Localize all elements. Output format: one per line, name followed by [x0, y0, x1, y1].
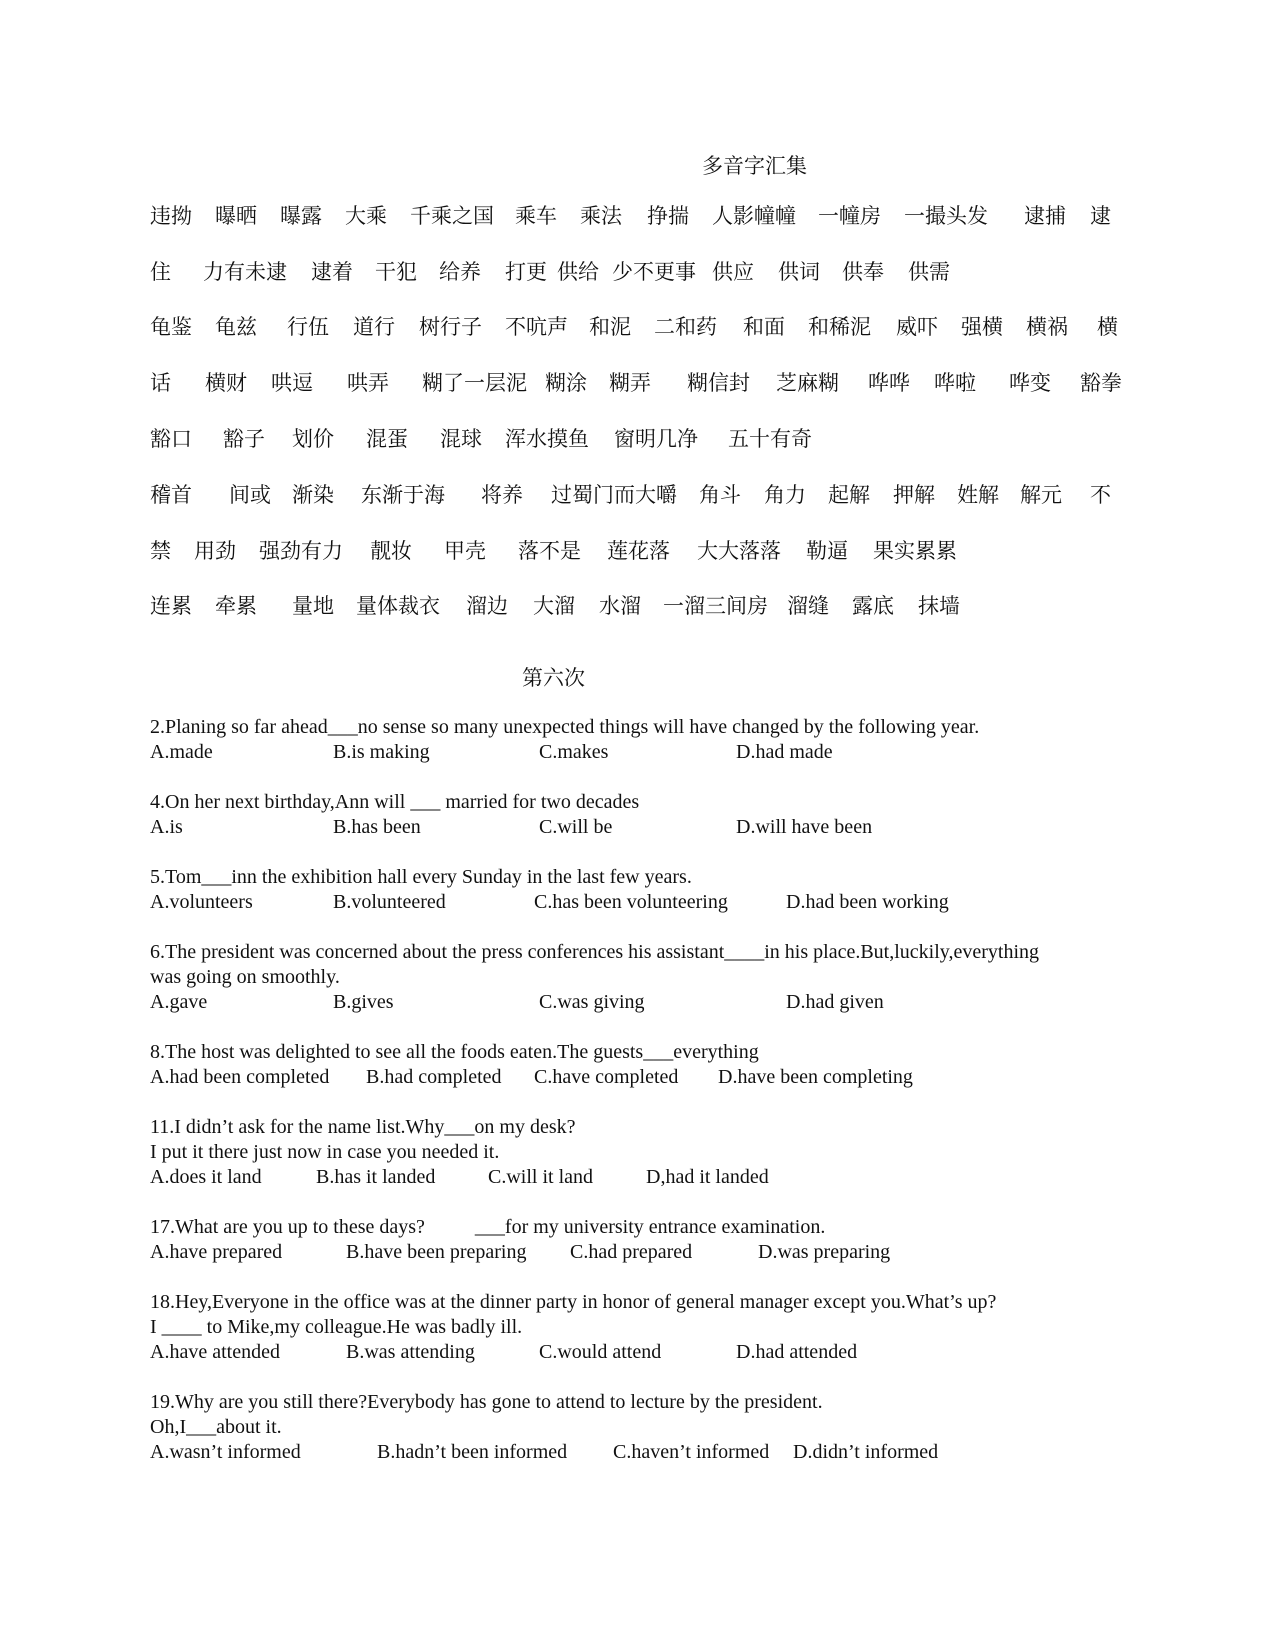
polyphone-word: 混蛋 [366, 427, 408, 451]
polyphone-word: 豁子 [223, 427, 265, 451]
polyphone-word: 不吭声 [505, 315, 568, 339]
question-text: 18.Hey,Everyone in the office was at the dinner party in honor of general manager except you.What’s up? [150, 1291, 997, 1313]
polyphone-word: 二和药 [654, 315, 717, 339]
polyphone-word: 一溜三间房 [663, 594, 768, 618]
question [150, 865, 1125, 915]
answer-option: D.didn’t informed [793, 1441, 939, 1463]
question [150, 940, 1125, 1015]
polyphone-word: 干犯 [375, 260, 417, 284]
answer-option: A.made [150, 741, 213, 763]
answer-options [150, 990, 1125, 1015]
question-text: 11.I didn’t ask for the name list.Why___on my desk? [150, 1116, 576, 1138]
question [150, 1290, 1125, 1365]
answer-option: D.had given [786, 991, 884, 1013]
polyphone-word: 押解 [893, 483, 935, 507]
answer-option: B.had completed [366, 1066, 502, 1088]
polyphone-word: 五十有奇 [728, 427, 812, 451]
polyphone-word: 禁 [150, 539, 171, 563]
polyphone-word: 大溜 [533, 594, 575, 618]
polyphone-word: 一幢房 [818, 204, 881, 228]
answer-option: B.has it landed [316, 1166, 436, 1188]
polyphone-word: 抹墙 [918, 594, 960, 618]
polyphone-word: 连累 [150, 594, 192, 618]
answer-option: C.will be [539, 816, 613, 838]
polyphone-word: 大乘 [345, 204, 387, 228]
answer-options [150, 1440, 1125, 1465]
polyphone-word: 少不更事 [612, 260, 696, 284]
polyphone-word: 道行 [353, 315, 395, 339]
polyphone-word: 甲壳 [444, 539, 486, 563]
answer-option: D.have been completing [718, 1066, 913, 1088]
polyphone-word: 和稀泥 [808, 315, 871, 339]
polyphone-word: 供奉 [842, 260, 884, 284]
polyphone-word: 勒逼 [806, 539, 848, 563]
polyphone-word: 哗哗 [868, 371, 910, 395]
answer-option: A.does it land [150, 1166, 262, 1188]
answer-options [150, 1240, 1125, 1265]
answer-option: B.is making [333, 741, 430, 763]
polyphone-word: 角斗 [699, 483, 741, 507]
answer-option: B.was attending [346, 1341, 475, 1363]
polyphone-word: 姓解 [957, 483, 999, 507]
answer-options [150, 815, 1125, 840]
polyphone-word: 千乘之国 [410, 204, 494, 228]
polyphone-word: 划价 [292, 427, 334, 451]
answer-option: C.haven’t informed [613, 1441, 770, 1463]
polyphone-word: 糊了一层泥 [422, 371, 527, 395]
answer-option: D.had made [736, 741, 833, 763]
answer-options [150, 1165, 1125, 1190]
polyphone-word: 量体裁衣 [356, 594, 440, 618]
answer-option: D,had it landed [646, 1166, 769, 1188]
polyphone-word: 横祸 [1026, 315, 1068, 339]
polyphone-word: 供词 [778, 260, 820, 284]
question-text: 4.On her next birthday,Ann will ___ married for two decades [150, 791, 640, 813]
polyphone-word: 莲花落 [607, 539, 670, 563]
polyphone-word: 用劲 [194, 539, 236, 563]
polyphone-word: 解元 [1020, 483, 1062, 507]
polyphone-word: 过蜀门而大嚼 [551, 483, 677, 507]
polyphone-word: 横 [1097, 315, 1118, 339]
polyphone-word: 挣揣 [647, 204, 689, 228]
polyphone-word: 龟鉴 [150, 315, 192, 339]
polyphone-word: 稽首 [150, 483, 192, 507]
answer-options [150, 890, 1125, 915]
polyphone-word: 树行子 [419, 315, 482, 339]
polyphone-word: 角力 [764, 483, 806, 507]
polyphone-word: 逮着 [311, 260, 353, 284]
polyphone-word: 哗变 [1009, 371, 1051, 395]
polyphone-word: 供需 [908, 260, 950, 284]
polyphone-word: 溜缝 [787, 594, 829, 618]
answer-option: A.gave [150, 991, 208, 1013]
polyphone-word: 龟兹 [215, 315, 257, 339]
polyphone-word: 住 [150, 260, 171, 284]
answer-option: A.volunteers [150, 891, 253, 913]
answer-option: C.will it land [488, 1166, 593, 1188]
answer-option: D.will have been [736, 816, 873, 838]
answer-option: C.have completed [534, 1066, 679, 1088]
answer-option: A.have attended [150, 1341, 280, 1363]
answer-option: B.volunteered [333, 891, 446, 913]
polyphone-word: 豁口 [150, 427, 192, 451]
polyphone-word: 窗明几净 [614, 427, 698, 451]
polyphone-word: 果实累累 [873, 539, 957, 563]
answer-option: C.was giving [539, 991, 645, 1013]
answer-option: C.has been volunteering [534, 891, 728, 913]
polyphone-word: 话 [150, 371, 171, 395]
polyphone-word: 糊信封 [687, 371, 750, 395]
polyphone-word: 给养 [439, 260, 481, 284]
polyphone-word: 不 [1090, 483, 1111, 507]
answer-option: A.wasn’t informed [150, 1441, 301, 1463]
polyphone-word: 违拗 [150, 204, 192, 228]
polyphone-word: 间或 [229, 483, 271, 507]
polyphone-word: 哄弄 [347, 371, 389, 395]
section-title: 第六次 [522, 666, 585, 690]
question [150, 1215, 1125, 1265]
answer-option: C.would attend [539, 1341, 662, 1363]
polyphone-word: 力有未逮 [203, 260, 287, 284]
polyphone-word: 起解 [828, 483, 870, 507]
polyphone-word: 行伍 [287, 315, 329, 339]
question-text: 17.What are you up to these days? ___for my university entrance examination. [150, 1216, 826, 1238]
answer-options [150, 740, 1125, 765]
question-text: 2.Planing so far ahead___no sense so many unexpected things will have changed by the following year. [150, 716, 980, 738]
question-text: 8.The host was delighted to see all the foods eaten.The guests___everything [150, 1041, 759, 1063]
page-title: 多音字汇集 [702, 154, 807, 178]
polyphone-word: 逮捕 [1024, 204, 1066, 228]
question-text: 19.Why are you still there?Everybody has gone to attend to lecture by the president. [150, 1391, 823, 1413]
polyphone-word: 和泥 [589, 315, 631, 339]
question [150, 1390, 1125, 1465]
polyphone-word: 强横 [961, 315, 1003, 339]
question-text: was going on smoothly. [150, 966, 340, 988]
answer-options [150, 1065, 1125, 1090]
answer-option: C.had prepared [570, 1241, 693, 1263]
polyphone-word: 哄逗 [271, 371, 313, 395]
polyphone-word: 靓妆 [370, 539, 412, 563]
polyphone-word: 溜边 [466, 594, 508, 618]
polyphone-word: 豁拳 [1080, 371, 1122, 395]
answer-option: B.hadn’t been informed [377, 1441, 568, 1463]
question [150, 790, 1125, 840]
polyphone-word: 威吓 [896, 315, 938, 339]
answer-option: B.has been [333, 816, 421, 838]
polyphone-word: 混球 [440, 427, 482, 451]
question [150, 715, 1125, 765]
polyphone-word: 供应 [712, 260, 754, 284]
question [150, 1115, 1125, 1190]
polyphone-word: 糊弄 [609, 371, 651, 395]
question-text: I ____ to Mike,my colleague.He was badly ill. [150, 1316, 523, 1338]
answer-option: C.makes [539, 741, 609, 763]
polyphone-word: 曝晒 [215, 204, 257, 228]
polyphone-word: 强劲有力 [259, 539, 343, 563]
answer-option: A.is [150, 816, 183, 838]
answer-option: A.had been completed [150, 1066, 330, 1088]
question [150, 1040, 1125, 1090]
question-list [150, 715, 1125, 1490]
polyphone-word: 落不是 [518, 539, 581, 563]
question-text: Oh,I___about it. [150, 1416, 282, 1438]
answer-option: B.gives [333, 991, 394, 1013]
polyphone-word: 横财 [205, 371, 247, 395]
polyphone-word: 曝露 [280, 204, 322, 228]
polyphone-word: 水溜 [599, 594, 641, 618]
polyphone-word: 哗啦 [934, 371, 976, 395]
answer-option: B.have been preparing [346, 1241, 527, 1263]
polyphone-word: 人影幢幢 [712, 204, 796, 228]
polyphone-word: 和面 [743, 315, 785, 339]
polyphone-word: 渐染 [292, 483, 334, 507]
polyphone-word: 打更 [505, 260, 547, 284]
polyphone-word: 露底 [852, 594, 894, 618]
question-text: I put it there just now in case you needed it. [150, 1141, 500, 1163]
answer-options [150, 1340, 1125, 1365]
question-text: 5.Tom___inn the exhibition hall every Sunday in the last few years. [150, 866, 692, 888]
polyphone-word: 逮 [1090, 204, 1111, 228]
polyphone-word: 大大落落 [697, 539, 781, 563]
answer-option: D.had been working [786, 891, 949, 913]
polyphone-word: 量地 [292, 594, 334, 618]
polyphone-word: 东渐于海 [361, 483, 445, 507]
polyphone-word: 供给 [557, 260, 599, 284]
question-text: 6.The president was concerned about the press conferences his assistant____in his place.But,luckily,everything [150, 941, 1040, 963]
polyphone-word: 芝麻糊 [776, 371, 839, 395]
polyphone-word: 一撮头发 [904, 204, 988, 228]
polyphone-word: 浑水摸鱼 [505, 427, 589, 451]
polyphone-word: 乘法 [580, 204, 622, 228]
answer-option: D.had attended [736, 1341, 858, 1363]
polyphone-word: 乘车 [515, 204, 557, 228]
answer-option: D.was preparing [758, 1241, 891, 1263]
polyphone-word: 牵累 [215, 594, 257, 618]
polyphone-word: 将养 [481, 483, 523, 507]
polyphone-word: 糊涂 [545, 371, 587, 395]
answer-option: A.have prepared [150, 1241, 283, 1263]
